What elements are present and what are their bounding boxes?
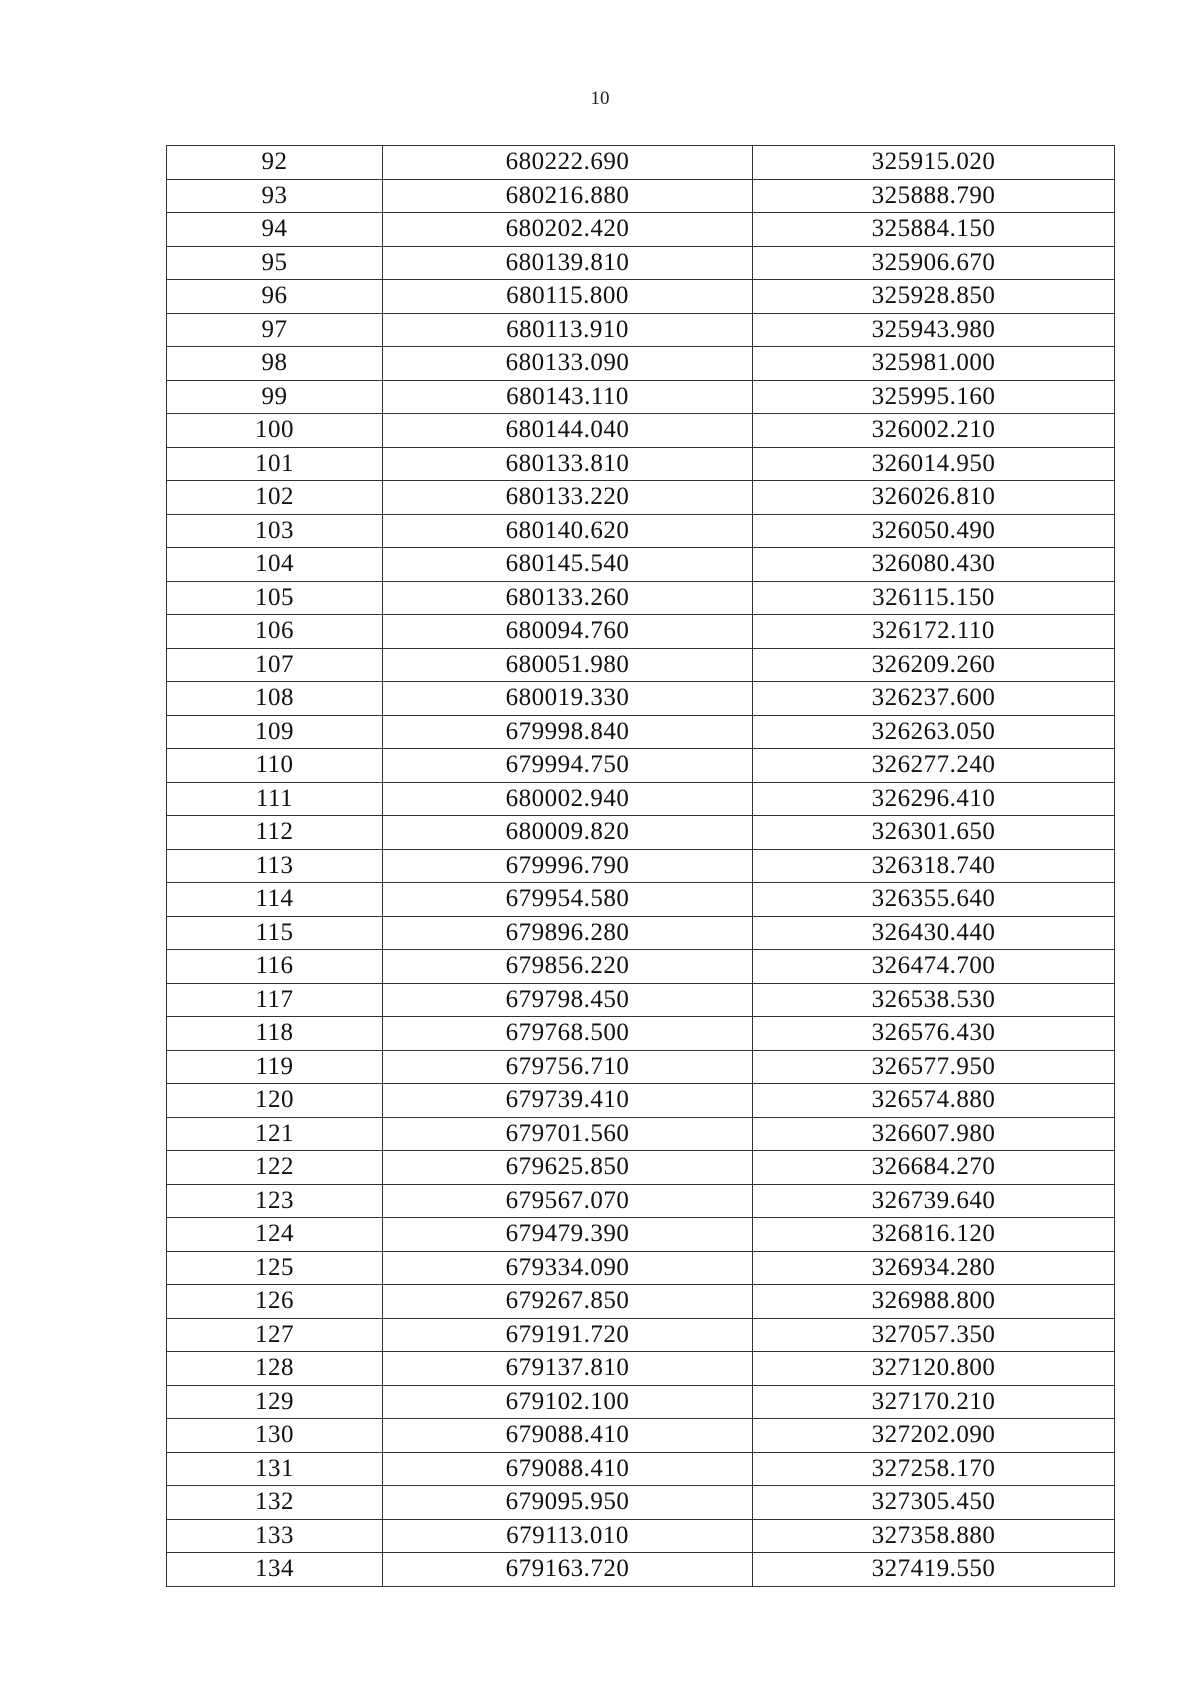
table-row [167, 213, 1115, 247]
y-coordinate-cell: 326263.050 [753, 715, 1115, 749]
x-coordinate-cell: 680145.540 [383, 548, 753, 582]
table-row [167, 1050, 1115, 1084]
table-row [167, 1519, 1115, 1553]
y-coordinate-cell: 326026.810 [753, 481, 1115, 515]
table-row [167, 514, 1115, 548]
x-coordinate-cell: 679739.410 [383, 1084, 753, 1118]
table-row [167, 1452, 1115, 1486]
point-number-cell: 130 [167, 1419, 383, 1453]
point-number-cell: 132 [167, 1486, 383, 1520]
x-coordinate-cell: 680133.260 [383, 581, 753, 615]
x-coordinate-cell: 680009.820 [383, 816, 753, 850]
point-number-cell: 96 [167, 280, 383, 314]
point-number-cell: 93 [167, 179, 383, 213]
y-coordinate-cell: 326050.490 [753, 514, 1115, 548]
point-number-cell: 95 [167, 246, 383, 280]
y-coordinate-cell: 326172.110 [753, 615, 1115, 649]
x-coordinate-cell: 679334.090 [383, 1251, 753, 1285]
y-coordinate-cell: 326576.430 [753, 1017, 1115, 1051]
y-coordinate-cell: 326816.120 [753, 1218, 1115, 1252]
x-coordinate-cell: 680113.910 [383, 313, 753, 347]
table-row [167, 313, 1115, 347]
table-row [167, 447, 1115, 481]
table-row [167, 1553, 1115, 1587]
table-row [167, 179, 1115, 213]
point-number-cell: 134 [167, 1553, 383, 1587]
y-coordinate-cell: 325943.980 [753, 313, 1115, 347]
x-coordinate-cell: 680094.760 [383, 615, 753, 649]
point-number-cell: 104 [167, 548, 383, 582]
x-coordinate-cell: 680143.110 [383, 380, 753, 414]
table-row [167, 1486, 1115, 1520]
x-coordinate-cell: 680002.940 [383, 782, 753, 816]
table-row [167, 1151, 1115, 1185]
x-coordinate-cell: 679996.790 [383, 849, 753, 883]
table-row [167, 715, 1115, 749]
table-row [167, 548, 1115, 582]
point-number-cell: 108 [167, 682, 383, 716]
point-number-cell: 113 [167, 849, 383, 883]
table-row [167, 950, 1115, 984]
point-number-cell: 107 [167, 648, 383, 682]
x-coordinate-cell: 679856.220 [383, 950, 753, 984]
point-number-cell: 109 [167, 715, 383, 749]
point-number-cell: 119 [167, 1050, 383, 1084]
x-coordinate-cell: 679137.810 [383, 1352, 753, 1386]
y-coordinate-cell: 327305.450 [753, 1486, 1115, 1520]
table-row [167, 414, 1115, 448]
x-coordinate-cell: 679567.070 [383, 1184, 753, 1218]
point-number-cell: 131 [167, 1452, 383, 1486]
point-number-cell: 105 [167, 581, 383, 615]
x-coordinate-cell: 680139.810 [383, 246, 753, 280]
x-coordinate-cell: 679088.410 [383, 1452, 753, 1486]
table-row [167, 648, 1115, 682]
y-coordinate-cell: 326430.440 [753, 916, 1115, 950]
y-coordinate-cell: 327202.090 [753, 1419, 1115, 1453]
x-coordinate-cell: 680133.090 [383, 347, 753, 381]
y-coordinate-cell: 326574.880 [753, 1084, 1115, 1118]
table-row [167, 1218, 1115, 1252]
y-coordinate-cell: 326474.700 [753, 950, 1115, 984]
point-number-cell: 116 [167, 950, 383, 984]
x-coordinate-cell: 679768.500 [383, 1017, 753, 1051]
table-row [167, 816, 1115, 850]
table-row [167, 1084, 1115, 1118]
y-coordinate-cell: 327120.800 [753, 1352, 1115, 1386]
x-coordinate-cell: 680144.040 [383, 414, 753, 448]
x-coordinate-cell: 679113.010 [383, 1519, 753, 1553]
x-coordinate-cell: 679998.840 [383, 715, 753, 749]
y-coordinate-cell: 325884.150 [753, 213, 1115, 247]
x-coordinate-cell: 679102.100 [383, 1385, 753, 1419]
x-coordinate-cell: 679756.710 [383, 1050, 753, 1084]
y-coordinate-cell: 326318.740 [753, 849, 1115, 883]
x-coordinate-cell: 680051.980 [383, 648, 753, 682]
y-coordinate-cell: 326296.410 [753, 782, 1115, 816]
y-coordinate-cell: 326115.150 [753, 581, 1115, 615]
x-coordinate-cell: 679625.850 [383, 1151, 753, 1185]
y-coordinate-cell: 326988.800 [753, 1285, 1115, 1319]
y-coordinate-cell: 326277.240 [753, 749, 1115, 783]
y-coordinate-cell: 326237.600 [753, 682, 1115, 716]
y-coordinate-cell: 327419.550 [753, 1553, 1115, 1587]
table-row [167, 1318, 1115, 1352]
y-coordinate-cell: 325995.160 [753, 380, 1115, 414]
point-number-cell: 103 [167, 514, 383, 548]
x-coordinate-cell: 680133.810 [383, 447, 753, 481]
y-coordinate-cell: 326080.430 [753, 548, 1115, 582]
table-row [167, 1184, 1115, 1218]
x-coordinate-cell: 680140.620 [383, 514, 753, 548]
table-row [167, 1251, 1115, 1285]
table-row [167, 1285, 1115, 1319]
y-coordinate-cell: 326607.980 [753, 1117, 1115, 1151]
table-row [167, 581, 1115, 615]
x-coordinate-cell: 680216.880 [383, 179, 753, 213]
table-row [167, 280, 1115, 314]
point-number-cell: 122 [167, 1151, 383, 1185]
point-number-cell: 101 [167, 447, 383, 481]
y-coordinate-cell: 326209.260 [753, 648, 1115, 682]
y-coordinate-cell: 326538.530 [753, 983, 1115, 1017]
point-number-cell: 117 [167, 983, 383, 1017]
y-coordinate-cell: 326002.210 [753, 414, 1115, 448]
point-number-cell: 124 [167, 1218, 383, 1252]
point-number-cell: 126 [167, 1285, 383, 1319]
table-row [167, 246, 1115, 280]
y-coordinate-cell: 325981.000 [753, 347, 1115, 381]
point-number-cell: 123 [167, 1184, 383, 1218]
point-number-cell: 100 [167, 414, 383, 448]
point-number-cell: 125 [167, 1251, 383, 1285]
point-number-cell: 94 [167, 213, 383, 247]
point-number-cell: 102 [167, 481, 383, 515]
table-row [167, 749, 1115, 783]
point-number-cell: 120 [167, 1084, 383, 1118]
table-row [167, 380, 1115, 414]
y-coordinate-cell: 327258.170 [753, 1452, 1115, 1486]
y-coordinate-cell: 327170.210 [753, 1385, 1115, 1419]
point-number-cell: 115 [167, 916, 383, 950]
table-row [167, 916, 1115, 950]
x-coordinate-cell: 679479.390 [383, 1218, 753, 1252]
x-coordinate-cell: 680115.800 [383, 280, 753, 314]
point-number-cell: 98 [167, 347, 383, 381]
point-number-cell: 112 [167, 816, 383, 850]
x-coordinate-cell: 679095.950 [383, 1486, 753, 1520]
point-number-cell: 110 [167, 749, 383, 783]
table-row [167, 615, 1115, 649]
table-row [167, 481, 1115, 515]
y-coordinate-cell: 326301.650 [753, 816, 1115, 850]
table-row [167, 1419, 1115, 1453]
x-coordinate-cell: 680133.220 [383, 481, 753, 515]
point-number-cell: 99 [167, 380, 383, 414]
x-coordinate-cell: 679798.450 [383, 983, 753, 1017]
point-number-cell: 97 [167, 313, 383, 347]
y-coordinate-cell: 326577.950 [753, 1050, 1115, 1084]
y-coordinate-cell: 325915.020 [753, 146, 1115, 180]
y-coordinate-cell: 327057.350 [753, 1318, 1115, 1352]
table-row [167, 782, 1115, 816]
table-row [167, 983, 1115, 1017]
page-number: 10 [590, 88, 610, 109]
point-number-cell: 92 [167, 146, 383, 180]
table-body [167, 146, 1115, 1587]
coordinate-table [166, 145, 1115, 1587]
y-coordinate-cell: 325906.670 [753, 246, 1115, 280]
point-number-cell: 111 [167, 782, 383, 816]
x-coordinate-cell: 679896.280 [383, 916, 753, 950]
point-number-cell: 129 [167, 1385, 383, 1419]
table-row [167, 347, 1115, 381]
x-coordinate-cell: 679191.720 [383, 1318, 753, 1352]
table-row [167, 849, 1115, 883]
y-coordinate-cell: 326014.950 [753, 447, 1115, 481]
table-row [167, 883, 1115, 917]
y-coordinate-cell: 325928.850 [753, 280, 1115, 314]
x-coordinate-cell: 679163.720 [383, 1553, 753, 1587]
point-number-cell: 118 [167, 1017, 383, 1051]
point-number-cell: 133 [167, 1519, 383, 1553]
table-row [167, 1352, 1115, 1386]
point-number-cell: 106 [167, 615, 383, 649]
x-coordinate-cell: 679954.580 [383, 883, 753, 917]
table-row [167, 682, 1115, 716]
table-row [167, 1017, 1115, 1051]
point-number-cell: 128 [167, 1352, 383, 1386]
y-coordinate-cell: 325888.790 [753, 179, 1115, 213]
table-row [167, 1117, 1115, 1151]
x-coordinate-cell: 679088.410 [383, 1419, 753, 1453]
x-coordinate-cell: 679267.850 [383, 1285, 753, 1319]
y-coordinate-cell: 327358.880 [753, 1519, 1115, 1553]
table-row [167, 1385, 1115, 1419]
y-coordinate-cell: 326934.280 [753, 1251, 1115, 1285]
x-coordinate-cell: 680019.330 [383, 682, 753, 716]
x-coordinate-cell: 679994.750 [383, 749, 753, 783]
y-coordinate-cell: 326684.270 [753, 1151, 1115, 1185]
x-coordinate-cell: 680222.690 [383, 146, 753, 180]
x-coordinate-cell: 680202.420 [383, 213, 753, 247]
y-coordinate-cell: 326355.640 [753, 883, 1115, 917]
y-coordinate-cell: 326739.640 [753, 1184, 1115, 1218]
point-number-cell: 127 [167, 1318, 383, 1352]
table-row [167, 146, 1115, 180]
x-coordinate-cell: 679701.560 [383, 1117, 753, 1151]
point-number-cell: 121 [167, 1117, 383, 1151]
point-number-cell: 114 [167, 883, 383, 917]
